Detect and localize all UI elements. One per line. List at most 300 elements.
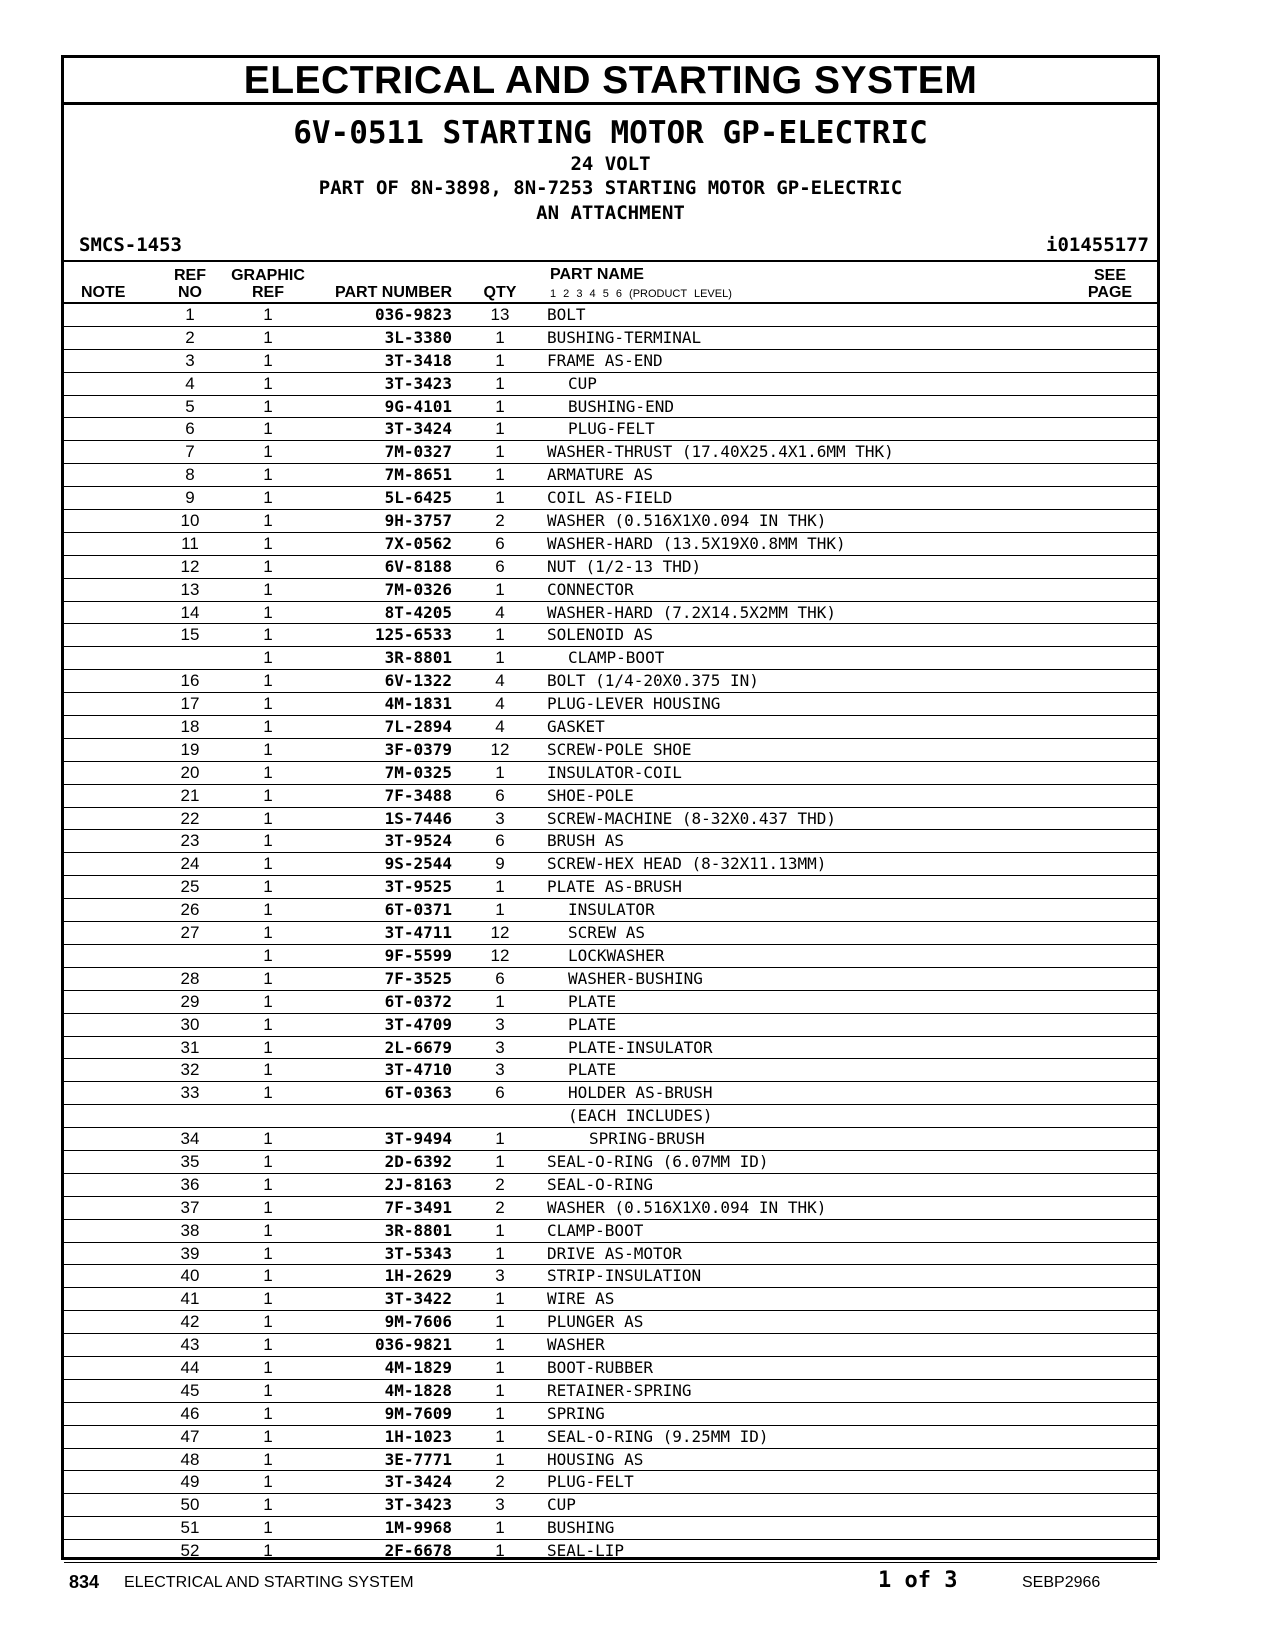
part-name: CLAMP-BOOT <box>568 648 665 668</box>
table-row <box>64 418 1157 441</box>
part-number: 7M-0325 <box>384 762 452 782</box>
qty: 1 <box>495 465 505 485</box>
qty: 1 <box>495 1541 505 1561</box>
table-row <box>64 464 1157 487</box>
part-name: PLUG-FELT <box>568 419 655 439</box>
table-row <box>64 853 1157 876</box>
smcs-code: SMCS-1453 <box>79 234 182 256</box>
qty: 1 <box>495 1129 505 1149</box>
qty: 13 <box>490 305 510 324</box>
graphic-ref: 1 <box>263 511 273 531</box>
graphic-ref: 1 <box>263 1312 273 1332</box>
part-name: DRIVE AS-MOTOR <box>547 1243 682 1263</box>
graphic-ref: 1 <box>263 1403 273 1423</box>
graphic-ref: 1 <box>263 488 273 508</box>
graphic-ref: 1 <box>263 1037 273 1057</box>
part-number: 3T-3423 <box>384 373 452 393</box>
graphic-ref: 1 <box>263 1426 273 1446</box>
attachment-line: AN ATTACHMENT <box>536 202 685 224</box>
part-name: RETAINER-SPRING <box>547 1380 692 1400</box>
graphic-ref: 1 <box>263 831 273 851</box>
table-row <box>64 1380 1157 1403</box>
document-ref-id: i01455177 <box>1046 234 1149 256</box>
qty: 1 <box>495 1380 505 1400</box>
part-name: HOLDER AS-BRUSH <box>568 1083 713 1103</box>
table-row <box>64 327 1157 350</box>
part-number: 3T-9494 <box>384 1129 452 1149</box>
part-name: WASHER-THRUST (17.40X25.4X1.6MM THK) <box>547 442 894 462</box>
table-row <box>64 1265 1157 1288</box>
part-name: BUSHING-END <box>568 396 674 416</box>
ref-no: 41 <box>180 1289 200 1309</box>
group-title: 6V-0511 STARTING MOTOR GP-ELECTRIC <box>293 115 928 151</box>
qty: 1 <box>495 350 505 370</box>
qty: 1 <box>495 396 505 416</box>
part-name: LOCKWASHER <box>568 945 665 965</box>
part-name: GASKET <box>547 717 605 737</box>
ref-no: 5 <box>185 396 195 416</box>
table-row <box>64 1105 1157 1128</box>
parts-table-body <box>64 304 1157 1563</box>
part-number: 7L-2894 <box>384 717 452 737</box>
qty: 6 <box>495 785 505 805</box>
table-row <box>64 350 1157 373</box>
table-row <box>64 1288 1157 1311</box>
table-row <box>64 1426 1157 1449</box>
part-number: 9M-7609 <box>384 1403 452 1423</box>
table-row <box>64 647 1157 670</box>
part-name: CONNECTOR <box>547 579 634 599</box>
page-number: 834 <box>69 1572 100 1592</box>
qty: 4 <box>495 694 505 714</box>
ref-no: 34 <box>180 1129 200 1149</box>
ref-no: 4 <box>185 373 195 393</box>
ref-no: 29 <box>180 991 200 1011</box>
table-row <box>64 624 1157 647</box>
qty: 6 <box>495 968 505 988</box>
part-number: 6T-0371 <box>384 900 452 920</box>
part-name: FRAME AS-END <box>547 350 663 370</box>
part-number: 2F-6678 <box>384 1541 452 1561</box>
part-name: PLATE AS-BRUSH <box>547 877 682 897</box>
graphic-ref: 1 <box>263 327 273 347</box>
qty: 1 <box>495 1449 505 1469</box>
ref-no: 43 <box>180 1335 200 1355</box>
part-number: 9G-4101 <box>384 396 452 416</box>
graphic-ref: 1 <box>263 1060 273 1080</box>
graphic-ref: 1 <box>263 1266 273 1286</box>
part-number: 3T-4710 <box>384 1060 452 1080</box>
part-name: INSULATOR-COIL <box>547 762 682 782</box>
graphic-ref: 1 <box>263 648 273 668</box>
table-row <box>64 1471 1157 1494</box>
voltage-line: 24 VOLT <box>570 153 651 175</box>
col-part-name: PART NAME <box>550 266 644 283</box>
ref-no: 17 <box>180 694 200 714</box>
qty: 1 <box>495 900 505 920</box>
part-name: PLATE <box>568 991 617 1011</box>
qty: 3 <box>495 1037 505 1057</box>
qty: 1 <box>495 1403 505 1423</box>
part-name: BOLT (1/4-20X0.375 IN) <box>547 671 759 691</box>
part-name: NUT (1/2-13 THD) <box>547 556 702 576</box>
graphic-ref: 1 <box>263 1495 273 1515</box>
part-name: WASHER-HARD (7.2X14.5X2MM THK) <box>547 602 836 622</box>
part-name: (EACH INCLUDES) <box>568 1106 713 1126</box>
table-row <box>64 1174 1157 1197</box>
part-number: 6V-8188 <box>384 556 452 576</box>
table-row <box>64 716 1157 739</box>
graphic-ref: 1 <box>263 1380 273 1400</box>
table-row <box>64 1082 1157 1105</box>
qty: 2 <box>495 1174 505 1194</box>
ref-no: 13 <box>180 579 200 599</box>
part-name: ARMATURE AS <box>547 465 653 485</box>
ref-no: 30 <box>180 1014 200 1034</box>
section-title: ELECTRICAL AND STARTING SYSTEM <box>64 58 1157 105</box>
part-name: BOLT <box>547 305 586 324</box>
part-name: WASHER <box>547 1335 605 1355</box>
ref-no: 22 <box>180 808 200 828</box>
part-name: CLAMP-BOOT <box>547 1220 644 1240</box>
table-row <box>64 510 1157 533</box>
table-row <box>64 1197 1157 1220</box>
group-header <box>64 105 1157 262</box>
graphic-ref: 1 <box>263 533 273 553</box>
ref-no: 35 <box>180 1151 200 1171</box>
part-name: CUP <box>547 1495 576 1515</box>
graphic-ref: 1 <box>263 419 273 439</box>
part-name: WASHER-BUSHING <box>568 968 703 988</box>
qty: 1 <box>495 991 505 1011</box>
col-note: NOTE <box>81 284 126 301</box>
table-row <box>64 762 1157 785</box>
part-number: 1M-9968 <box>384 1518 452 1538</box>
qty: 3 <box>495 808 505 828</box>
graphic-ref: 1 <box>263 762 273 782</box>
ref-no: 9 <box>185 488 195 508</box>
part-name: SOLENOID AS <box>547 625 653 645</box>
ref-no: 39 <box>180 1243 200 1263</box>
table-row <box>64 1494 1157 1517</box>
part-name: WASHER (0.516X1X0.094 IN THK) <box>547 511 827 531</box>
table-row <box>64 945 1157 968</box>
graphic-ref: 1 <box>263 1243 273 1263</box>
part-number: 1H-1023 <box>384 1426 452 1446</box>
part-of-line: PART OF 8N-3898, 8N-7253 STARTING MOTOR GP-ELECTRIC <box>318 177 903 199</box>
qty: 1 <box>495 327 505 347</box>
qty: 1 <box>495 877 505 897</box>
table-row <box>64 556 1157 579</box>
qty: 2 <box>495 511 505 531</box>
ref-no: 8 <box>185 465 195 485</box>
table-row <box>64 808 1157 831</box>
part-number: 3T-3422 <box>384 1289 452 1309</box>
part-number: 4M-1829 <box>384 1357 452 1377</box>
parts-list-frame <box>61 55 1160 1560</box>
graphic-ref: 1 <box>263 945 273 965</box>
part-number: 7M-0326 <box>384 579 452 599</box>
table-row <box>64 396 1157 419</box>
graphic-ref: 1 <box>263 900 273 920</box>
graphic-ref: 1 <box>263 579 273 599</box>
ref-no: 42 <box>180 1312 200 1332</box>
graphic-ref: 1 <box>263 350 273 370</box>
part-number: 5L-6425 <box>384 488 452 508</box>
table-row <box>64 670 1157 693</box>
table-row <box>64 739 1157 762</box>
part-name: SPRING-BRUSH <box>589 1129 705 1149</box>
qty: 1 <box>495 1289 505 1309</box>
qty: 6 <box>495 831 505 851</box>
graphic-ref: 1 <box>263 1129 273 1149</box>
graphic-ref: 1 <box>263 854 273 874</box>
ref-no: 37 <box>180 1197 200 1217</box>
part-number: 7X-0562 <box>384 533 452 553</box>
table-row <box>64 1449 1157 1472</box>
ref-no: 19 <box>180 739 200 759</box>
table-row <box>64 968 1157 991</box>
ref-no: 50 <box>180 1495 200 1515</box>
part-number: 3T-3424 <box>384 419 452 439</box>
table-row <box>64 1128 1157 1151</box>
col-qty: QTY <box>483 284 517 301</box>
part-name: PLUG-LEVER HOUSING <box>547 694 721 714</box>
table-row <box>64 441 1157 464</box>
part-name: WASHER (0.516X1X0.094 IN THK) <box>547 1197 827 1217</box>
part-name: STRIP-INSULATION <box>547 1266 702 1286</box>
col-graphic-ref: GRAPHIC REF <box>231 267 305 301</box>
part-name: PLATE-INSULATOR <box>568 1037 713 1057</box>
qty: 3 <box>495 1060 505 1080</box>
part-number: 036-9821 <box>374 1335 452 1355</box>
part-number: 7F-3488 <box>384 785 452 805</box>
part-name: SCREW-POLE SHOE <box>547 739 692 759</box>
qty: 1 <box>495 373 505 393</box>
part-number: 7M-0327 <box>384 442 452 462</box>
qty: 6 <box>495 556 505 576</box>
part-number: 3R-8801 <box>384 1220 452 1240</box>
ref-no: 33 <box>180 1083 200 1103</box>
part-number: 3E-7771 <box>384 1449 452 1469</box>
graphic-ref: 1 <box>263 739 273 759</box>
ref-no: 21 <box>180 785 200 805</box>
part-name: PLUG-FELT <box>547 1472 634 1492</box>
qty: 1 <box>495 1518 505 1538</box>
sheet-indicator: 1 of 3 <box>878 1568 958 1593</box>
graphic-ref: 1 <box>263 923 273 943</box>
ref-no: 16 <box>180 671 200 691</box>
ref-no: 32 <box>180 1060 200 1080</box>
graphic-ref: 1 <box>263 1357 273 1377</box>
table-row <box>64 487 1157 510</box>
part-number: 3T-9525 <box>384 877 452 897</box>
ref-no: 46 <box>180 1403 200 1423</box>
table-row <box>64 1357 1157 1380</box>
qty: 3 <box>495 1266 505 1286</box>
part-number: 6V-1322 <box>384 671 452 691</box>
qty: 6 <box>495 1083 505 1103</box>
graphic-ref: 1 <box>263 1449 273 1469</box>
qty: 4 <box>495 671 505 691</box>
part-name: BRUSH AS <box>547 831 625 851</box>
table-row <box>64 899 1157 922</box>
col-see-page: SEE PAGE <box>1087 267 1133 301</box>
graphic-ref: 1 <box>263 785 273 805</box>
ref-no: 15 <box>180 625 200 645</box>
table-row <box>64 1059 1157 1082</box>
ref-no: 48 <box>180 1449 200 1469</box>
part-number: 2L-6679 <box>384 1037 452 1057</box>
table-row <box>64 1220 1157 1243</box>
part-name: SEAL-LIP <box>547 1541 625 1561</box>
graphic-ref: 1 <box>263 1335 273 1355</box>
table-row <box>64 785 1157 808</box>
qty: 3 <box>495 1014 505 1034</box>
ref-no: 44 <box>180 1357 200 1377</box>
part-name: PLUNGER AS <box>547 1312 644 1332</box>
graphic-ref: 1 <box>263 717 273 737</box>
table-row <box>64 579 1157 602</box>
qty: 1 <box>495 1357 505 1377</box>
part-name: SEAL-O-RING <box>547 1174 653 1194</box>
part-number: 3T-4711 <box>384 923 452 943</box>
part-name: SPRING <box>547 1403 605 1423</box>
graphic-ref: 1 <box>263 1151 273 1171</box>
footer-section: ELECTRICAL AND STARTING SYSTEM <box>124 1574 414 1591</box>
qty: 3 <box>495 1495 505 1515</box>
ref-no: 2 <box>185 327 195 347</box>
table-row <box>64 922 1157 945</box>
part-number: 2J-8163 <box>384 1174 452 1194</box>
table-row <box>64 533 1157 556</box>
qty: 1 <box>495 442 505 462</box>
table-row <box>64 1334 1157 1357</box>
part-name: SEAL-O-RING (6.07MM ID) <box>547 1151 769 1171</box>
part-number: 4M-1831 <box>384 694 452 714</box>
table-row <box>64 876 1157 899</box>
graphic-ref: 1 <box>263 1472 273 1492</box>
part-number: 9M-7606 <box>384 1312 452 1332</box>
part-number: 9S-2544 <box>384 854 452 874</box>
graphic-ref: 1 <box>263 1289 273 1309</box>
part-number: 3T-4709 <box>384 1014 452 1034</box>
table-row <box>64 1243 1157 1266</box>
ref-no: 45 <box>180 1380 200 1400</box>
part-name: SEAL-O-RING (9.25MM ID) <box>547 1426 769 1446</box>
graphic-ref: 1 <box>263 968 273 988</box>
part-number: 7F-3491 <box>384 1197 452 1217</box>
page-footer <box>0 1568 1275 1598</box>
ref-no: 12 <box>180 556 200 576</box>
col-ref-no: REF NO <box>174 267 206 301</box>
part-name: BOOT-RUBBER <box>547 1357 653 1377</box>
part-name: SCREW-HEX HEAD (8-32X11.13MM) <box>547 854 827 874</box>
table-row <box>64 1540 1157 1563</box>
qty: 2 <box>495 1197 505 1217</box>
part-number: 2D-6392 <box>384 1151 452 1171</box>
part-number: 036-9823 <box>374 305 452 324</box>
part-number: 3T-5343 <box>384 1243 452 1263</box>
graphic-ref: 1 <box>263 671 273 691</box>
table-row <box>64 991 1157 1014</box>
graphic-ref: 1 <box>263 442 273 462</box>
part-name: COIL AS-FIELD <box>547 488 673 508</box>
qty: 12 <box>490 945 510 965</box>
qty: 1 <box>495 1151 505 1171</box>
part-number: 8T-4205 <box>384 602 452 622</box>
graphic-ref: 1 <box>263 373 273 393</box>
qty: 9 <box>495 854 505 874</box>
ref-no: 31 <box>180 1037 200 1057</box>
part-number: 4M-1828 <box>384 1380 452 1400</box>
qty: 2 <box>495 1472 505 1492</box>
ref-no: 49 <box>180 1472 200 1492</box>
qty: 1 <box>495 648 505 668</box>
part-number: 3T-9524 <box>384 831 452 851</box>
qty: 4 <box>495 602 505 622</box>
part-number: 1H-2629 <box>384 1266 452 1286</box>
part-number: 3F-0379 <box>384 739 452 759</box>
part-name: BUSHING-TERMINAL <box>547 327 702 347</box>
ref-no: 20 <box>180 762 200 782</box>
graphic-ref: 1 <box>263 1174 273 1194</box>
part-number: 3R-8801 <box>384 648 452 668</box>
part-number: 7F-3525 <box>384 968 452 988</box>
part-number: 3T-3424 <box>384 1472 452 1492</box>
ref-no: 23 <box>180 831 200 851</box>
table-row <box>64 1403 1157 1426</box>
table-row <box>64 1014 1157 1037</box>
qty: 4 <box>495 717 505 737</box>
qty: 1 <box>495 1312 505 1332</box>
graphic-ref: 1 <box>263 465 273 485</box>
qty: 1 <box>495 1426 505 1446</box>
ref-no: 28 <box>180 968 200 988</box>
part-name: SCREW-MACHINE (8-32X0.437 THD) <box>547 808 836 828</box>
part-name: WASHER-HARD (13.5X19X0.8MM THK) <box>547 533 846 553</box>
part-name: HOUSING AS <box>547 1449 644 1469</box>
document-id: SEBP2966 <box>1022 1574 1101 1591</box>
graphic-ref: 1 <box>263 1220 273 1240</box>
ref-no: 26 <box>180 900 200 920</box>
ref-no: 38 <box>180 1220 200 1240</box>
part-number: 6T-0372 <box>384 991 452 1011</box>
part-number: 3T-3423 <box>384 1495 452 1515</box>
ref-no: 27 <box>180 923 200 943</box>
graphic-ref: 1 <box>263 305 273 324</box>
part-name: PLATE <box>568 1014 617 1034</box>
part-name: CUP <box>568 373 597 393</box>
qty: 12 <box>490 923 510 943</box>
ref-no: 18 <box>180 717 200 737</box>
ref-no: 40 <box>180 1266 200 1286</box>
ref-no: 14 <box>180 602 200 622</box>
ref-no: 6 <box>185 419 195 439</box>
ref-no: 24 <box>180 854 200 874</box>
ref-no: 1 <box>185 305 195 324</box>
graphic-ref: 1 <box>263 1541 273 1561</box>
table-row <box>64 373 1157 396</box>
qty: 1 <box>495 1220 505 1240</box>
table-row <box>64 1151 1157 1174</box>
ref-no: 25 <box>180 877 200 897</box>
qty: 1 <box>495 488 505 508</box>
table-row <box>64 1517 1157 1540</box>
part-name: INSULATOR <box>568 900 655 920</box>
graphic-ref: 1 <box>263 1197 273 1217</box>
ref-no: 10 <box>180 511 200 531</box>
